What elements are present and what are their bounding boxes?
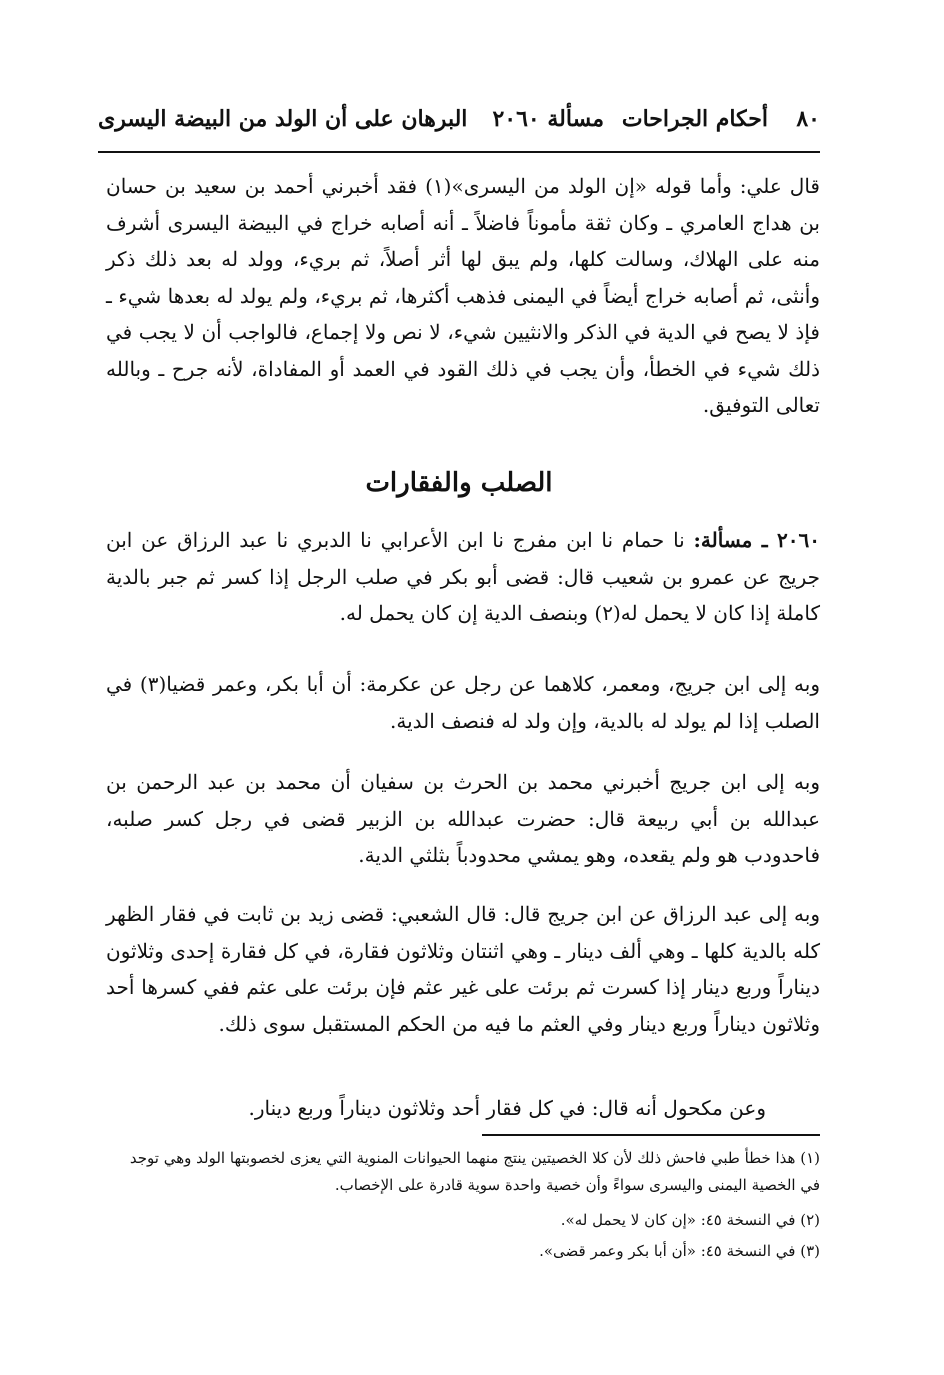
book-title: أحكام الجراحات	[621, 106, 768, 132]
paragraph-2: وبه إلى ابن جريج، ومعمر، كلاهما عن رجل عن عكرمة: أن أبا بكر، وعمر قضيا(٣) في الصلب إذا لم يولد له بالدية، وإن ولد له فنصف الدية.	[106, 672, 820, 733]
footnote-3: (٣) في النسخة ٤٥: «أن أبا بكر وعمر قضى».	[539, 1242, 820, 1260]
running-header	[98, 104, 820, 144]
footnote-1: (١) هذا خطأ طبي فاحش ذلك لأن كلا الخصيتين ينتج منهما الحيوانات المنوية التي يعزى لخصوبتها الولد وهي توجد في الخصية اليمنى واليسرى سواءً وأن خصية واحدة سوية قادرة على الإخصاب.	[129, 1149, 820, 1194]
footnote-2: (٢) في النسخة ٤٥: «إن كان لا يحمل له».	[560, 1211, 820, 1229]
issue-number: مسألة ٢٠٦٠	[492, 106, 604, 132]
page-number: ٨٠	[796, 106, 820, 132]
paragraph-5: وعن مكحول أنه قال: في كل فقار أحد وثلاثون ديناراً وربع دينار.	[248, 1096, 766, 1120]
section-heading: الصلب والفقارات	[365, 468, 553, 498]
footnote-rule	[482, 1134, 820, 1136]
section-title: البرهان على أن الولد من البيضة اليسرى	[98, 106, 468, 132]
header-rule	[98, 151, 820, 153]
paragraph-1: قال علي: وأما قوله «إن الولد من اليسرى»(١) فقد أخبرني أحمد بن سعيد بن حسان بن هداج العامري ـ وكان ثقة مأموناً فاضلاً ـ أنه أصابه خراج في البيضة اليسرى أشرف منه على الهلاك، وسالت كلها، ولم يبق لها أثر أصلاً، ثم بريء، وولد له بعد ذلك ذكر وأنثى، ثم أصابه خراج أيضاً في اليمنى فذهب أكثرها، ثم بريء، ولم يولد له بعدها شيء ـ فإذ لا يصح في الدية في الذكر والانثيين شيء، لا نص ولا إجماع، فالواجب أن لا يجب في ذلك شيء في الخطأ، وأن يجب في ذلك القود في العمد أو المفاداة، لأنه جرح ـ وبالله تعالى التوفيق.	[106, 174, 820, 417]
paragraph-3: وبه إلى ابن جريج أخبرني محمد بن الحرث بن سفيان أن محمد بن عبد الرحمن بن عبدالله بن أبي ربيعة قال: حضرت عبدالله بن الزبير قضى في رجل كسر صلبه، فاحدودب هو ولم يقعده، وهو يمشي محدودباً بثلثي الدية.	[106, 770, 821, 867]
issue-text: نا حمام نا ابن مفرج نا ابن الأعرابي نا الدبري نا عبد الرزاق عن ابن جريج عن عمرو بن شعيب قال: قضى أبو بكر في صلب الرجل إذا كسر ثم جبر بالدية كاملة إذا كان لا يحمل له(٢) وبنصف الدية إن كان يحمل له.	[106, 528, 820, 625]
paragraph-4: وبه إلى عبد الرزاق عن ابن جريج قال: قال الشعبي: قضى زيد بن ثابت في فقار الظهر كله بالدية كلها ـ وهي ألف دينار ـ وهي اثنتان وثلاثون فقارة، في كل فقارة إحدى وثلاثون ديناراً وربع دينار إذا كسرت ثم برئت على غير عثم فإن برئت على عثم ففي كسرها أحد وثلاثون ديناراً وربع دينار وفي العثم ما فيه من الحكم المستقبل سوى ذلك.	[106, 902, 820, 1036]
issue-paragraph	[106, 522, 820, 632]
issue-label: ٢٠٦٠ ـ مسألة:	[693, 528, 820, 552]
